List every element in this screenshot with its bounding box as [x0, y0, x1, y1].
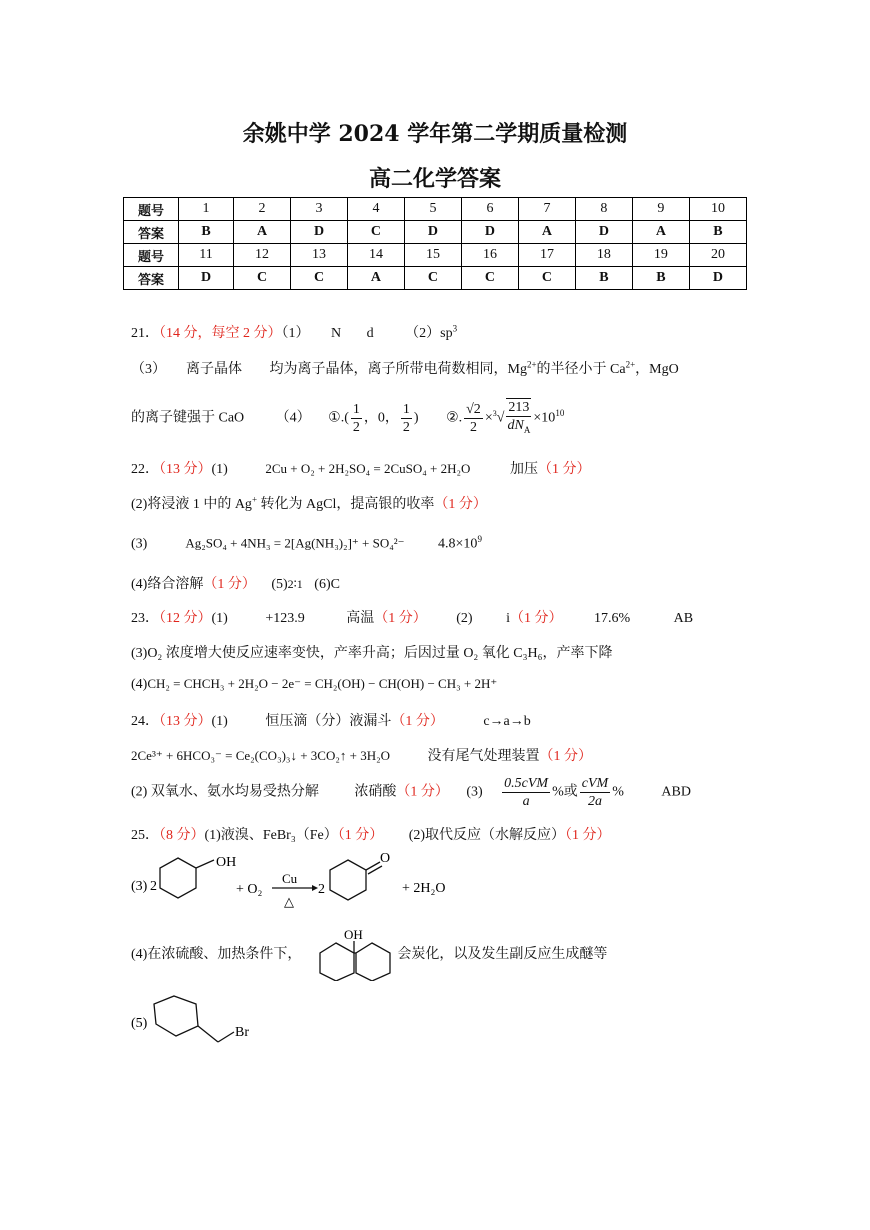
- table-cell: 20: [689, 244, 746, 267]
- svg-text:OH: OH: [344, 927, 363, 942]
- table-cell: C: [291, 267, 348, 290]
- table-cell: 1: [179, 198, 234, 221]
- table-cell: D: [179, 267, 234, 290]
- table-cell: C: [518, 267, 575, 290]
- table-cell: B: [632, 267, 689, 290]
- table-cell: 3: [291, 198, 348, 221]
- table-cell: 17: [518, 244, 575, 267]
- table-cell: 19: [632, 244, 689, 267]
- table-cell: 18: [575, 244, 632, 267]
- answer-table: [123, 197, 747, 290]
- q21-line2: （3） 离子晶体 均为离子晶体，离子所带电荷数相同，$Mg^{2+}$的半径小于 $Ca^{2+}$，MgO: [131, 359, 679, 377]
- table-cell: 4: [348, 198, 405, 221]
- svg-text:+ O₂: + O₂: [236, 882, 263, 897]
- table-cell: 16: [461, 244, 518, 267]
- svg-text:(5): (5): [131, 1016, 148, 1031]
- bromomethylcyclopentane-structure: [128, 990, 268, 1050]
- bicyclohexyl-ol-structure: [316, 925, 414, 981]
- table-row: [124, 244, 747, 267]
- table-cell: 7: [518, 198, 575, 221]
- table-cell: B: [179, 221, 234, 244]
- table-cell: C: [404, 267, 461, 290]
- q25-line4: (4)在浓硫酸、加热条件下， 会炭化，以及发生副反应生成醚等: [131, 947, 608, 962]
- table-cell: 10: [689, 198, 746, 221]
- table-cell: 5: [404, 198, 461, 221]
- svg-text:Br: Br: [235, 1025, 249, 1040]
- table-cell: B: [575, 267, 632, 290]
- table-cell: D: [689, 267, 746, 290]
- cyclohexanol-ring: [160, 858, 196, 898]
- table-cell: A: [518, 221, 575, 244]
- table-cell: C: [234, 267, 291, 290]
- q23-line1: 23．（12 分）(1) +123.9 高温（1 分） (2) i（1 分） 17.6% AB: [131, 611, 694, 626]
- table-row: [124, 267, 747, 290]
- table-row: [124, 221, 747, 244]
- table-row-header: 题号: [124, 198, 179, 221]
- svg-text:2: 2: [318, 882, 325, 897]
- table-row: [124, 198, 747, 221]
- svg-text:OH: OH: [216, 855, 237, 870]
- svg-text:O: O: [380, 851, 391, 866]
- page-subtitle: 高二化学答案: [368, 166, 501, 192]
- q23-line2: (3)O₂ 浓度增大使反应速率变快，产率升高；后因过量 O₂ 氧化 C₃H₆，产率下降: [131, 646, 613, 661]
- q23-line3: (4)CH₂ = CHCH₃ + 2H₂O − 2e⁻ = CH₂(OH) − CH(OH) − CH₃ + 2H⁺: [131, 676, 498, 692]
- table-cell: B: [689, 221, 746, 244]
- q24-line2: 2Ce³⁺ + 6HCO₃⁻ = Ce₂(CO₃)₃↓ + 3CO₂↑ + 3H₂O 没有尾气处理装置（1 分）: [131, 748, 593, 764]
- svg-text:Cu: Cu: [282, 871, 298, 886]
- table-cell: A: [632, 221, 689, 244]
- cyclohexanone-ring: [330, 860, 366, 900]
- table-cell: 15: [404, 244, 461, 267]
- table-cell: 2: [234, 198, 291, 221]
- svg-text:+ 2H₂O: + 2H₂O: [402, 881, 446, 896]
- page-title: 余姚中学 2024 学年第二学期质量检测: [242, 121, 628, 147]
- svg-text:△: △: [284, 894, 294, 909]
- q21-line3: 的离子键强于 CaO （4） ①.( $\frac{1}{2}$ ，0， $\frac{1}{2}$ ) ②. $\frac{√2}{2}$ ×$^3$√ $\frac{213}{dN_A}$ $\times 10^{10}$: [131, 398, 564, 439]
- q22-line2: (2)将浸液 1 中的 Ag+ 转化为 AgCl，提高银的收率（1 分）: [131, 494, 487, 512]
- q24-line3: (2) 双氧水、氨水均易受热分解 浓硝酸（1 分） (3) $\frac{\text{0.5cVM}}{a}$ %或 $\frac{\text{cVM}}{2a}$ % ABD: [131, 776, 691, 809]
- q24-line1: 24．（13 分）(1) 恒压滴（分）液漏斗（1 分） c→a→b: [131, 714, 531, 729]
- svg-text:2: 2: [150, 879, 157, 894]
- q22-line3: (3) Ag₂SO₄ + 4NH₃ = 2[Ag(NH₃)₂]⁺ + SO₄²⁻ $4.8\times 10^9$: [131, 534, 482, 552]
- table-cell: 13: [291, 244, 348, 267]
- table-cell: 9: [632, 198, 689, 221]
- table-row-header: 题号: [124, 244, 179, 267]
- table-cell: A: [234, 221, 291, 244]
- table-cell: 14: [348, 244, 405, 267]
- table-cell: D: [404, 221, 461, 244]
- reaction-cyclohexanol-oxidation: [128, 850, 468, 920]
- table-row-header: 答案: [124, 221, 179, 244]
- table-row-header: 答案: [124, 267, 179, 290]
- q25-line1: 25．（8 分）(1)液溴、FeBr₃（Fe）（1 分） (2)取代反应（水解反应）（1 分）: [131, 828, 611, 843]
- q21-line1: 21．（14 分，每空 2 分）（1） N d $(2)sp^3$: [131, 323, 458, 341]
- table-cell: 11: [179, 244, 234, 267]
- table-cell: C: [461, 267, 518, 290]
- table-cell: D: [461, 221, 518, 244]
- svg-text:(3): (3): [131, 879, 148, 894]
- table-cell: A: [348, 267, 405, 290]
- q22-line4: (4)络合溶解（1 分） (5)2∶1 (6)C: [131, 577, 340, 592]
- table-cell: 12: [234, 244, 291, 267]
- table-cell: D: [575, 221, 632, 244]
- table-cell: 8: [575, 198, 632, 221]
- q22-line1: 22．（13 分）(1) 2Cu + O₂ + 2H₂SO₄ = 2CuSO₄ + 2H₂O 加压（1 分）: [131, 461, 591, 477]
- table-cell: 6: [461, 198, 518, 221]
- table-cell: C: [348, 221, 405, 244]
- table-cell: D: [291, 221, 348, 244]
